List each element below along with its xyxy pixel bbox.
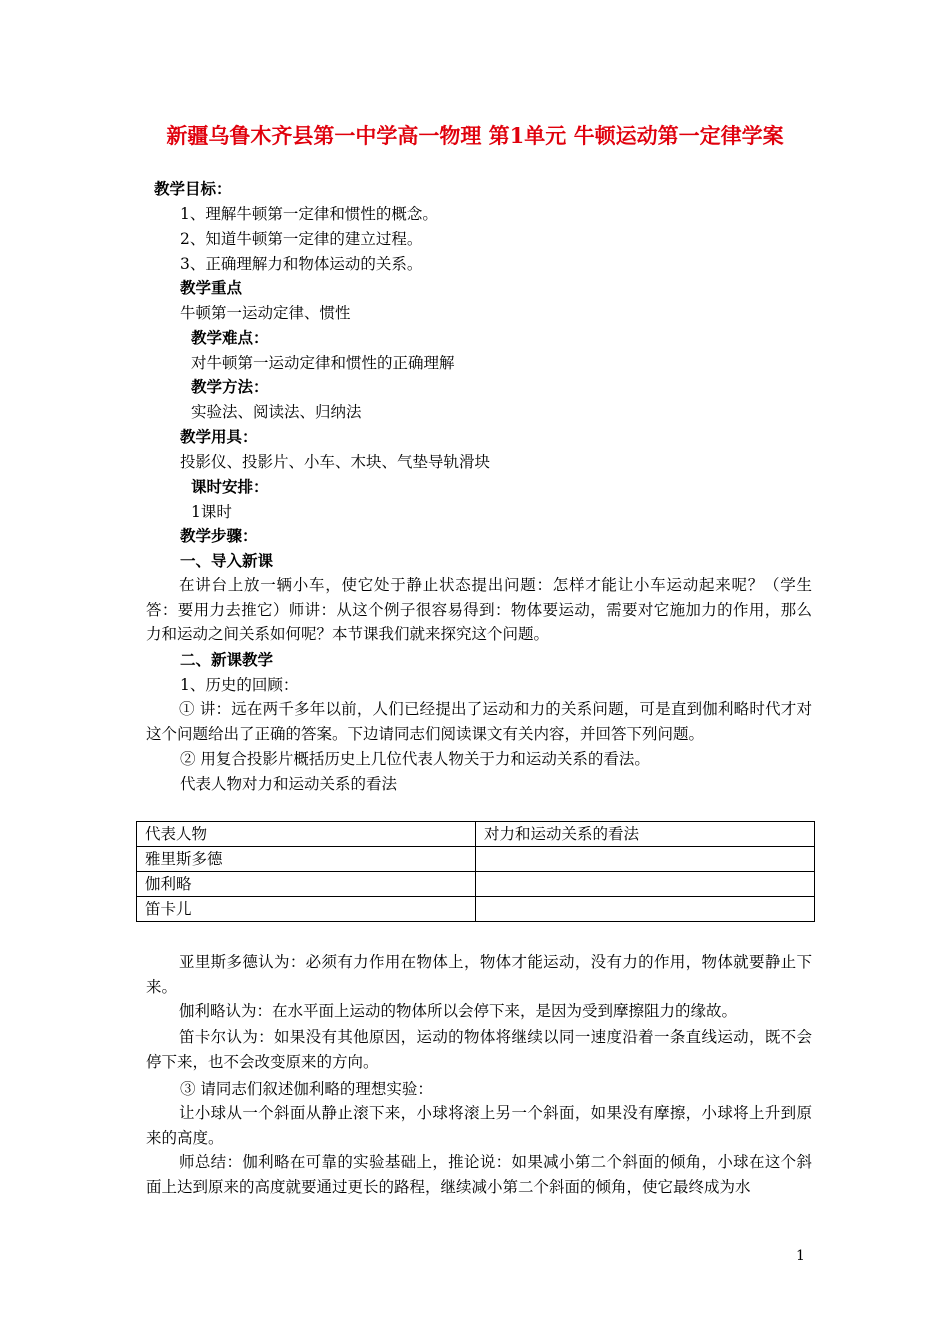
table-caption: 代表人物对力和运动关系的看法 xyxy=(180,775,398,793)
table-row xyxy=(137,897,815,922)
goal-item: 2、知道牛顿第一定律的建立过程。 xyxy=(180,230,423,248)
table-cell: 笛卡儿 xyxy=(137,897,476,922)
table-header-cell: 代表人物 xyxy=(137,822,476,847)
method-text: 实验法、阅读法、归纳法 xyxy=(191,403,362,421)
ideal-experiment-heading: ③ 请同志们叙述伽利略的理想实验： xyxy=(180,1080,433,1098)
summary-paragraph: 师总结：伽利略在可靠的实验基础上，推论说：如果减小第二个斜面的倾角，小球在这个斜面上达到原来的高度就要通过更长的路程，继续减小第二个斜面的倾角，使它最终成为水 xyxy=(146,1153,812,1196)
schedule-text: 1课时 xyxy=(191,503,232,521)
descartes-paragraph: 笛卡尔认为：如果没有其他原因，运动的物体将继续以同一速度沿着一条直线运动，既不会停下来，也不会改变原来的方向。 xyxy=(146,1028,812,1071)
table-cell xyxy=(476,897,815,922)
table-header-row xyxy=(137,822,815,847)
key-text: 牛顿第一运动定律、惯性 xyxy=(180,304,351,322)
difficulty-heading: 教学难点： xyxy=(191,328,269,347)
schedule-heading: 课时安排： xyxy=(191,477,269,496)
tools-text: 投影仪、投影片、小车、木块、气垫导轨滑块 xyxy=(180,453,491,471)
part1-paragraph: 在讲台上放一辆小车，使它处于静止状态提出问题：怎样才能让小车运动起来呢？（学生答：要用力去推它）师讲：从这个例子很容易得到：物体要运动，需要对它施加力的作用，那么力和运动之间关系如何呢？本节课我们就来探究这个问题。 xyxy=(146,576,812,643)
table-header-cell: 对力和运动关系的看法 xyxy=(476,822,815,847)
goal-item: 1、理解牛顿第一定律和惯性的概念。 xyxy=(180,205,438,223)
key-heading: 教学重点 xyxy=(180,278,243,297)
history-paragraph-1: ① 讲：远在两千多年以前，人们已经提出了运动和力的关系问题，可是直到伽利略时代才对这个问题给出了正确的答案。下边请同志们阅读课文有关内容，并回答下列问题。 xyxy=(146,700,812,743)
aristotle-paragraph: 亚里斯多德认为：必须有力作用在物体上，物体才能运动，没有力的作用，物体就要静止下来。 xyxy=(146,953,812,996)
history-paragraph-2: ② 用复合投影片概括历史上几位代表人物关于力和运动关系的看法。 xyxy=(180,750,650,768)
tools-heading: 教学用具： xyxy=(180,427,258,446)
document-title: 新疆乌鲁木齐县第一中学高一物理 第1单元 牛顿运动第一定律学案 xyxy=(166,123,784,148)
table-cell xyxy=(476,847,815,872)
method-heading: 教学方法： xyxy=(191,377,269,396)
table-cell: 雅里斯多德 xyxy=(137,847,476,872)
table-row xyxy=(137,872,815,897)
part2-heading: 二、新课教学 xyxy=(180,650,274,669)
difficulty-text: 对牛顿第一运动定律和惯性的正确理解 xyxy=(191,354,455,372)
table-cell: 伽利略 xyxy=(137,872,476,897)
ideal-experiment-paragraph: 让小球从一个斜面从静止滚下来，小球将滚上另一个斜面，如果没有摩擦，小球将上升到原来的高度。 xyxy=(146,1104,812,1147)
goals-heading: 教学目标： xyxy=(154,179,232,198)
galileo-paragraph: 伽利略认为：在水平面上运动的物体所以会停下来，是因为受到摩擦阻力的缘故。 xyxy=(179,1002,738,1020)
table-cell xyxy=(476,872,815,897)
goal-item: 3、正确理解力和物体运动的关系。 xyxy=(180,255,423,273)
history-heading: 1、历史的回顾： xyxy=(180,676,299,694)
page-number: 1 xyxy=(796,1248,805,1264)
table-row xyxy=(137,847,815,872)
part1-heading: 一、导入新课 xyxy=(180,551,274,570)
steps-heading: 教学步骤： xyxy=(180,526,258,545)
views-table xyxy=(136,821,815,922)
